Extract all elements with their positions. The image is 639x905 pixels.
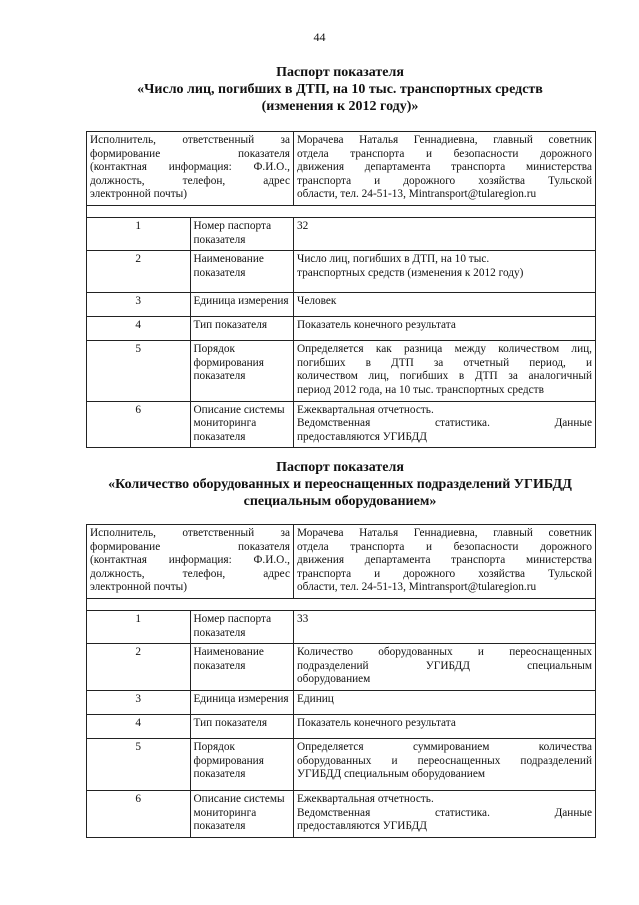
row-value: 33 [294, 610, 596, 643]
row-value: Ежеквартальная отчетность. Ведомственная статистика. Данные предоставляются УГИБДД [294, 401, 596, 448]
row-label: Номер паспорта показателя [190, 217, 294, 250]
row-label: Тип показателя [190, 317, 294, 341]
row-number: 6 [87, 790, 191, 837]
table-row [87, 738, 596, 790]
table-row [87, 790, 596, 837]
row-number: 2 [87, 251, 191, 293]
title-line: Паспорт показателя [276, 65, 404, 80]
row-value: 32 [294, 217, 596, 250]
table-row [87, 251, 596, 293]
row-label: Порядок формирования показателя [190, 341, 294, 401]
row-value: Количество оборудованных и переоснащенных подразделений УГИБДД специальным оборудованием [294, 644, 596, 691]
row-number: 6 [87, 401, 191, 448]
row-value: Единиц [294, 690, 596, 714]
row-label: Наименование показателя [190, 251, 294, 293]
row-value: Ежеквартальная отчетность. Ведомственная статистика. Данные предоставляются УГИБДД [294, 790, 596, 837]
row-number: 3 [87, 293, 191, 317]
row-label: Тип показателя [190, 714, 294, 738]
title-line: (изменения к 2012 году)» [261, 99, 419, 114]
row-label: Единица измерения [190, 690, 294, 714]
table-row [87, 714, 596, 738]
executor-label: Исполнитель, ответственный за формирование показателя (контактная информация: Ф.И.О., должность, телефон, адрес электронной почты) [87, 132, 294, 206]
row-number: 4 [87, 317, 191, 341]
executor-value: Морачева Наталья Геннадиевна, главный советник отдела транспорта и безопасности дорожного движения департамента транспорта министерства транспорта и дорожного хозяйства Тульской области, тел. 24-51-13, Mintransport@tularegion.ru [294, 525, 596, 599]
title-line: специальным оборудованием» [243, 494, 437, 509]
table-row-executor [87, 525, 596, 599]
row-number: 1 [87, 217, 191, 250]
table-row [87, 341, 596, 401]
title-line: Паспорт показателя [276, 460, 404, 475]
passport-table-2 [86, 524, 596, 838]
passport-title-1 [60, 64, 620, 115]
row-number: 4 [87, 714, 191, 738]
row-label: Порядок формирования показателя [190, 738, 294, 790]
row-value: Показатель конечного результата [294, 317, 596, 341]
row-label: Наименование показателя [190, 644, 294, 691]
passport-table-1 [86, 131, 596, 448]
row-value: Человек [294, 293, 596, 317]
table-row [87, 690, 596, 714]
table-row [87, 610, 596, 643]
title-line: «Количество оборудованных и переоснащенных подразделений УГИБДД [108, 477, 572, 492]
title-line: «Число лиц, погибших в ДТП, на 10 тыс. транспортных средств [137, 82, 543, 97]
row-label: Описание системы мониторинга показателя [190, 401, 294, 448]
row-label: Номер паспорта показателя [190, 610, 294, 643]
table-row [87, 217, 596, 250]
executor-label: Исполнитель, ответственный за формирование показателя (контактная информация: Ф.И.О., должность, телефон, адрес электронной почты) [87, 525, 294, 599]
table-row [87, 317, 596, 341]
page-number: 44 [313, 30, 326, 44]
row-label: Описание системы мониторинга показателя [190, 790, 294, 837]
table-row [87, 293, 596, 317]
row-value: Определяется как разница между количеством лиц, погибших в ДТП за отчетный период, и количеством лиц, погибших в ДТП за аналогичный период 2012 года, на 10 тыс. транспортных средств [294, 341, 596, 401]
table-row [87, 401, 596, 448]
table-row [87, 644, 596, 691]
row-value: Определяется суммированием количества оборудованных и переоснащенных подразделений УГИБДД специальным оборудованием [294, 738, 596, 790]
row-value: Показатель конечного результата [294, 714, 596, 738]
table-row-executor [87, 132, 596, 206]
row-label: Единица измерения [190, 293, 294, 317]
row-number: 5 [87, 738, 191, 790]
row-value: Число лиц, погибших в ДТП, на 10 тыс. транспортных средств (изменения к 2012 году) [294, 251, 596, 293]
row-number: 2 [87, 644, 191, 691]
passport-title-2 [60, 459, 620, 510]
row-number: 3 [87, 690, 191, 714]
row-number: 1 [87, 610, 191, 643]
row-number: 5 [87, 341, 191, 401]
executor-value: Морачева Наталья Геннадиевна, главный советник отдела транспорта и безопасности дорожного движения департамента транспорта министерства транспорта и дорожного хозяйства Тульской области, тел. 24-51-13, Mintransport@tularegion.ru [294, 132, 596, 206]
